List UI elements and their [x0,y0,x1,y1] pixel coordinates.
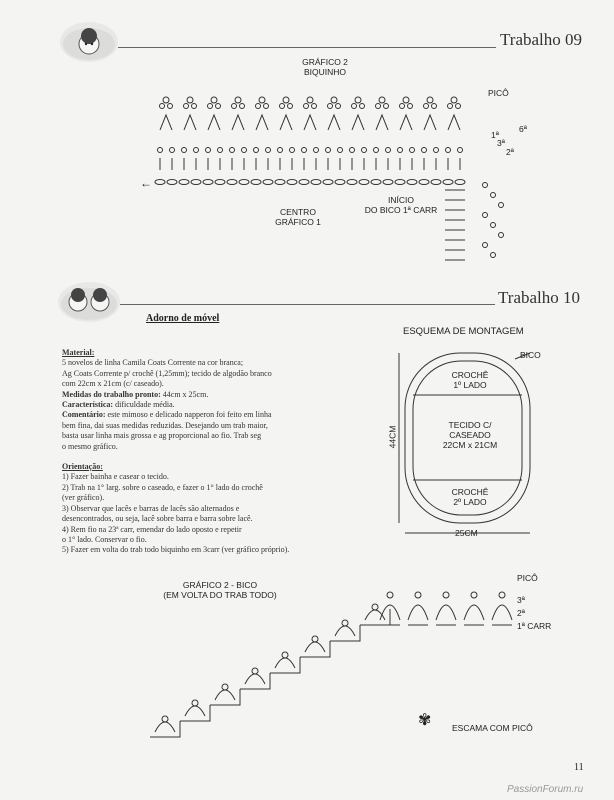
dolls-illustration [60,22,118,62]
scale-pico-label: ESCAMA COM PICÔ [452,723,533,733]
chain-loop [314,148,319,153]
pico-stitch [240,104,245,109]
scheme-width-label: 25CM [455,528,478,538]
orientation-line: (ver gráfico). [62,493,105,503]
chain-stitch [335,180,345,185]
chain-stitch [371,180,381,185]
chart2-row3-label: 3ª [517,595,525,605]
scale-stitch [275,658,295,668]
pico-stitch [336,104,341,109]
material-line: com 22cm x 21cm (c/ caseado). [62,379,164,389]
chain-stitch [263,180,273,185]
dolls-logo-1 [60,22,118,62]
watermark: PassionForum.ru [507,784,584,795]
material-heading: Material: [62,348,95,357]
dolls-logo-2 [58,282,120,322]
chain-loop [278,148,283,153]
chain-loop [338,148,343,153]
pico-stitch [252,668,258,674]
comment-line: o mesmo gráfico. [62,441,118,451]
pico-stitch [342,620,348,626]
measures-line: Medidas do trabalho pronto: 44cm x 25cm. [62,389,209,399]
arch-stitch [256,115,268,130]
chart2-pico-label: PICÔ [517,573,538,583]
arch-stitch [232,115,244,130]
chain-stitch [311,180,321,185]
chain-loop [434,148,439,153]
step-outline [210,689,240,705]
scale-stitch [155,722,175,732]
section-title-10: Trabalho 10 [498,288,581,307]
chain-stitch [383,180,393,185]
chain-stitch [179,180,189,185]
step-outline [150,721,180,737]
pico-stitch [168,104,173,109]
arch-stitch [160,115,172,130]
chain-stitch [203,180,213,185]
orientation-line: desencontrados, ou seja, lacê sobre barra e barra sobre lacê. [62,514,253,524]
side-loop [499,203,504,208]
chart2-row2-label: 2ª [517,608,525,618]
chain-loop [446,148,451,153]
arch-stitch [184,115,196,130]
scale-stitch [305,642,325,652]
pico-stitch [192,104,197,109]
article-body [62,348,327,556]
header-rule-2 [120,304,495,305]
chain-loop [206,148,211,153]
arch-stitch [424,115,436,130]
chain-stitch [215,180,225,185]
arch-stitch [328,115,340,130]
chain-stitch [395,180,405,185]
comment-line: bem fina, dai suas medidas reduzidas. Desejando um trab maior, [62,420,268,430]
direction-arrow-icon: ← [140,176,152,190]
chain-stitch [167,180,177,185]
chain-loop [170,148,175,153]
pico-stitch [331,97,337,103]
side-loop [483,243,488,248]
orientation-heading: Orientação: [62,462,103,472]
chain-loop [458,148,463,153]
side-loop [491,253,496,258]
arch-stitch [400,115,412,130]
scheme-bottom-label: CROCHÊ 2º LADO [451,487,489,507]
pico-stitch [424,104,429,109]
pico-stitch [222,684,228,690]
step-outline [300,641,330,657]
chain-loop [422,148,427,153]
chain-loop [230,148,235,153]
article-subtitle: Adorno de móvel [146,313,220,324]
pico-stitch [312,636,318,642]
chart1-marker-3: 3ª [497,138,505,148]
pico-stitch [160,104,165,109]
chain-loop [410,148,415,153]
step-outline [270,657,300,673]
chart2-title: GRÁFICO 2 - BICO (EM VOLTA DO TRAB TODO) [163,580,277,600]
pico-stitch [280,104,285,109]
pico-stitch [162,716,168,722]
pico-stitch [403,97,409,103]
chart1-title: GRÁFICO 2 BIQUINHO [302,57,348,77]
scale-stitch [492,605,512,620]
pico-stitch [163,97,169,103]
chain-loop [350,148,355,153]
orientation-line: 5) Fazer em volta do trab todo biquinho em 3carr (ver gráfico próprio). [62,545,290,555]
arch-stitch [208,115,220,130]
chain-loop [254,148,259,153]
pico-stitch [264,104,269,109]
material-line: 5 novelos de linha Camila Coats Corrente na cor branca; [62,358,244,368]
pico-stitch [376,104,381,109]
dolls-illustration [58,282,120,322]
side-loop [499,233,504,238]
scheme-bico-label: BICO [520,350,541,360]
page-number: 11 [574,762,584,773]
side-loop [483,183,488,188]
pico-stitch [288,104,293,109]
chain-stitch [443,180,453,185]
chain-loop [302,148,307,153]
scale-stitch [408,605,428,620]
arch-stitch [304,115,316,130]
chain-stitch [407,180,417,185]
chart1-marker-2: 2ª [506,147,514,157]
pico-stitch [372,604,378,610]
pico-stitch [192,700,198,706]
pico-stitch [312,104,317,109]
scale-stitch [245,674,265,684]
chain-stitch [431,180,441,185]
difficulty-line: Característica: dificuldade média. [62,400,175,410]
arch-stitch [376,115,388,130]
chain-stitch [299,180,309,185]
chain-stitch [275,180,285,185]
pico-stitch [216,104,221,109]
chain-loop [386,148,391,153]
pico-stitch [355,97,361,103]
chart1-marker-1: 1ª [491,130,499,140]
arch-stitch [448,115,460,130]
pico-stitch [282,652,288,658]
chain-loop [158,148,163,153]
pico-stitch [307,97,313,103]
scale-stitch [215,690,235,700]
chart1-pico-label: PICÔ [488,88,509,98]
chain-stitch [191,180,201,185]
chain-stitch [239,180,249,185]
pico-stitch [232,104,237,109]
orientation-line: 3) Observar que lacês e barras de lacês são alternados e [62,503,240,513]
pico-stitch [352,104,357,109]
step-outline [360,609,390,625]
pico-stitch [384,104,389,109]
chain-loop [242,148,247,153]
chart1-start-label: INÍCIO DO BICO 1ª CARR [364,195,438,215]
scheme-title: ESQUEMA DE MONTAGEM [403,326,524,337]
side-loop [491,223,496,228]
scheme-height-label: 44CM [387,425,398,449]
step-outline [180,705,210,721]
scheme-top-label: CROCHÊ 1º LADO [451,370,489,390]
comment-line: Comentário: este mimoso e delicado napperon foi feito em linha [62,410,272,420]
step-outline [240,673,270,689]
pico-stitch [448,104,453,109]
pico-stitch [456,104,461,109]
chain-loop [362,148,367,153]
side-loop [491,193,496,198]
pico-stitch [208,104,213,109]
chain-loop [290,148,295,153]
orientation-line: 4) Rem fio na 23ª carr, emendar do lado oposto e repetir [62,524,242,534]
scale-pico-icon: ✾ [418,712,432,729]
pico-stitch [451,97,457,103]
pico-stitch [379,97,385,103]
chart1-marker-6: 6ª [519,124,527,134]
pico-stitch [328,104,333,109]
chain-stitch [359,180,369,185]
pico-stitch [427,97,433,103]
step-outline [330,625,360,641]
pico-stitch [187,97,193,103]
comment-line: basta usar linha mais grossa e ag proporcional ao fio. Trab seg [62,431,262,441]
chain-stitch [323,180,333,185]
chain-loop [326,148,331,153]
chain-stitch [227,180,237,185]
scale-stitch [464,605,484,620]
pico-stitch [443,592,449,598]
arch-stitch [352,115,364,130]
scheme-middle-label: TECIDO C/ CASEADO 22CM x 21CM [442,420,498,450]
scale-stitch [185,706,205,716]
chain-loop [218,148,223,153]
material-line: Ag Coats Corrente p/ crochê (1,25mm); tecido de algodão branco [62,368,272,378]
arch-stitch [280,115,292,130]
pico-stitch [400,104,405,109]
chain-loop [398,148,403,153]
pico-stitch [184,104,189,109]
side-loop [483,213,488,218]
pico-stitch [304,104,309,109]
pico-stitch [415,592,421,598]
crochet-chart-1 [140,90,540,290]
pico-stitch [360,104,365,109]
header-rule-1 [118,47,496,48]
pico-stitch [259,97,265,103]
orientation-line: o 1° lado. Conservar o fio. [62,534,147,544]
pico-stitch [471,592,477,598]
pico-stitch [499,592,505,598]
scale-stitch [436,605,456,620]
orientation-line: 1) Fazer bainha e casear o tecido. [62,472,169,482]
pico-stitch [387,592,393,598]
chain-stitch [251,180,261,185]
chart1-center-label: CENTRO GRÁFICO 1 [275,207,321,227]
orientation-line: 2) Trab na 1° larg. sobre o caseado, e fazer o 1° lado do crochê [62,482,263,492]
chain-stitch [287,180,297,185]
chain-stitch [347,180,357,185]
pico-stitch [432,104,437,109]
chain-loop [374,148,379,153]
pico-stitch [408,104,413,109]
scale-stitch [335,626,355,636]
chain-loop [266,148,271,153]
pico-stitch [256,104,261,109]
chart2-row1-label: 1ª CARR [517,621,552,631]
section-title-09: Trabalho 09 [500,30,583,49]
pico-stitch [211,97,217,103]
pico-stitch [283,97,289,103]
chain-stitch [419,180,429,185]
chain-stitch [455,180,465,185]
pico-stitch [235,97,241,103]
chain-loop [194,148,199,153]
chain-loop [182,148,187,153]
chain-stitch [155,180,165,185]
